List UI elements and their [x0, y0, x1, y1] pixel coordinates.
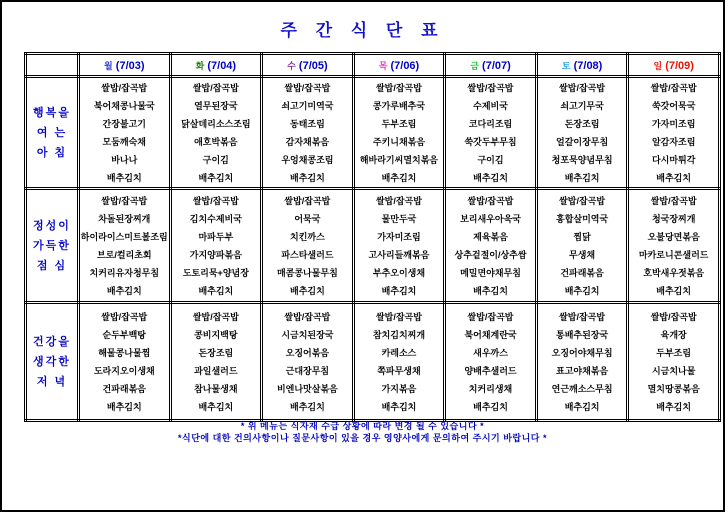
menu-item: 김치수제비국	[189, 213, 242, 224]
menu-item: 해물콩나물찜	[98, 347, 151, 358]
menu-item: 오징어볶음	[285, 347, 330, 358]
menu-item: 새우까스	[473, 347, 508, 358]
menu-item: 코다리조림	[468, 118, 513, 129]
menu-item: 두부조림	[381, 118, 417, 129]
menu-item: 가지볶음	[381, 383, 417, 394]
menu-cell-lunch-5	[536, 189, 628, 303]
menu-item: 배추김치	[290, 285, 325, 296]
menu-cell-dinner-6	[628, 303, 720, 421]
menu-item: 보리새우아욱국	[460, 213, 521, 224]
menu-item: 구이김	[202, 154, 229, 165]
menu-item: 두부조림	[656, 347, 692, 358]
menu-item: 쌀밥/잡곡밥	[192, 195, 239, 206]
menu-item: 하이라이스미트볼조림	[80, 231, 168, 242]
day-header-0	[79, 54, 171, 77]
meal-header-line: 행복을	[33, 106, 71, 119]
menu-item: 쌀밥/잡곡밥	[375, 311, 422, 322]
menu-item: 바나나	[111, 154, 138, 165]
day-of-week-icon: 목	[378, 61, 388, 71]
menu-item: 건파래볶음	[102, 383, 147, 394]
meal-header-line: 여 는	[36, 126, 68, 139]
menu-item: 브로/컬리초회	[96, 249, 152, 260]
menu-item: 시금치된장국	[281, 329, 334, 340]
menu-cell-breakfast-0	[79, 77, 171, 189]
menu-cell-lunch-0	[79, 189, 171, 303]
menu-item: 배추김치	[564, 285, 600, 296]
menu-item: 상추겉절이/상추쌈	[454, 249, 527, 260]
day-of-week-icon: 금	[470, 61, 479, 71]
menu-item: 배추김치	[473, 401, 508, 412]
menu-item: 부추오이생채	[372, 267, 426, 278]
menu-item: 과일샐러드	[194, 365, 238, 376]
day-date: (7/06)	[387, 60, 420, 72]
menu-item: 배추김치	[564, 172, 600, 183]
menu-item: 열무된장국	[194, 100, 238, 111]
footer-note-2: *식단에 대한 건의사항이나 질문사항이 있을 경우 영양사에게 문의하여 주시기 바랍니다 *	[178, 433, 547, 443]
meal-row-header-dinner	[26, 303, 79, 421]
day-of-week-icon: 일	[653, 61, 663, 71]
menu-item: 쌀밥/잡곡밥	[101, 82, 148, 93]
menu-item: 쌀밥/잡곡밥	[192, 311, 239, 322]
menu-item: 찜닭	[573, 231, 591, 242]
menu-item: 파스타샐러드	[281, 249, 334, 260]
menu-item: 쌀밥/잡곡밥	[467, 311, 514, 322]
menu-item: 쌀밥/잡곡밥	[650, 311, 697, 322]
menu-cell-breakfast-4	[445, 77, 537, 189]
day-date: (7/07)	[478, 60, 511, 72]
menu-item: 비엔나맛살볶음	[276, 383, 338, 394]
menu-item: 가자미조림	[377, 231, 421, 242]
menu-item: 무생채	[569, 249, 596, 260]
meal-row-header-lunch	[26, 189, 79, 303]
menu-item: 쑥갓두부무침	[464, 136, 517, 147]
menu-cell-breakfast-3	[353, 77, 445, 189]
footer-note-1: * 위 메뉴는 식자재 수급 상황에 따라 변경 될 수 있습니다 *	[240, 421, 485, 431]
menu-item: 닭살데리소스조림	[181, 118, 251, 129]
menu-item: 육개장	[660, 329, 687, 340]
meal-row-dinner	[26, 303, 720, 421]
menu-item: 홍합살미역국	[556, 213, 609, 224]
menu-item: 표고야채볶음	[556, 365, 609, 376]
menu-item: 연근깨소스무침	[551, 383, 613, 394]
menu-item: 배추김치	[656, 401, 692, 412]
menu-item: 쌀밥/잡곡밥	[375, 195, 422, 206]
menu-item: 쌀밥/잡곡밥	[284, 82, 331, 93]
menu-cell-breakfast-2	[262, 77, 354, 189]
menu-item: 배추김치	[656, 172, 692, 183]
menu-cell-lunch-2	[262, 189, 354, 303]
meal-header-line: 생각한	[33, 355, 71, 368]
menu-item: 수제비국	[473, 100, 508, 111]
meal-header-line: 정성이	[33, 219, 71, 232]
menu-item: 쌀밥/잡곡밥	[284, 195, 331, 206]
menu-item: 북어채콩나물국	[93, 100, 155, 111]
menu-item: 돈장조림	[564, 118, 600, 129]
menu-item: 감자채볶음	[285, 136, 330, 147]
day-date: (7/03)	[112, 60, 145, 72]
menu-item: 배추김치	[198, 401, 234, 412]
menu-item: 쌀밥/잡곡밥	[284, 311, 331, 322]
menu-item: 쑥갓어묵국	[651, 100, 696, 111]
menu-item: 콩비지백탕	[194, 329, 238, 340]
menu-item: 오불당면볶음	[647, 231, 700, 242]
menu-item: 쇠고기미역국	[281, 100, 334, 111]
page-title: 주 간 식 단 표	[280, 21, 445, 40]
menu-item: 배추김치	[564, 401, 600, 412]
menu-cell-lunch-6	[628, 189, 720, 303]
menu-cell-breakfast-5	[536, 77, 628, 189]
menu-item: 카레소스	[381, 347, 417, 358]
day-of-week-icon: 토	[561, 61, 571, 71]
menu-item: 쌀밥/잡곡밥	[467, 82, 514, 93]
menu-item: 건파래볶음	[560, 267, 604, 278]
menu-item: 멸치땅콩볶음	[647, 383, 700, 394]
meal-header-line: 점 심	[36, 259, 68, 272]
menu-item: 주키니채볶음	[372, 136, 426, 147]
menu-item: 쌀밥/잡곡밥	[101, 195, 148, 206]
menu-item: 쌀밥/잡곡밥	[192, 82, 239, 93]
menu-item: 배추김치	[656, 285, 692, 296]
menu-item: 배추김치	[106, 285, 142, 296]
menu-cell-lunch-3	[353, 189, 445, 303]
menu-item: 쪽파무생채	[377, 365, 421, 376]
menu-cell-dinner-1	[170, 303, 262, 421]
menu-item: 치커리유자청무침	[89, 267, 160, 278]
menu-item: 해바라기씨멸치볶음	[359, 154, 439, 165]
menu-item: 도토리묵+양념장	[182, 267, 249, 278]
menu-item: 간장불고기	[102, 118, 147, 129]
menu-item: 북어채계란국	[464, 329, 517, 340]
menu-item: 쌀밥/잡곡밥	[650, 195, 697, 206]
day-of-week-icon: 화	[195, 61, 205, 71]
menu-item: 치킨까스	[290, 231, 325, 242]
menu-item: 다시마튀각	[651, 154, 696, 165]
menu-item: 오징어야채무침	[551, 347, 613, 358]
menu-item: 알감자조림	[651, 136, 696, 147]
menu-item: 쌀밥/잡곡밥	[375, 82, 422, 93]
menu-item: 청포묵양념무침	[551, 154, 613, 165]
menu-item: 쌀밥/잡곡밥	[650, 82, 697, 93]
menu-item: 마파두부	[198, 231, 234, 242]
day-header-3	[353, 54, 445, 77]
menu-item: 매콤콩나물무침	[276, 267, 338, 278]
menu-cell-lunch-4	[445, 189, 537, 303]
menu-cell-dinner-0	[79, 303, 171, 421]
menu-item: 고사리들깨볶음	[368, 249, 430, 260]
menu-item: 얼갈이장무침	[556, 136, 609, 147]
day-date: (7/04)	[204, 60, 237, 72]
menu-item: 쌀밥/잡곡밥	[559, 82, 606, 93]
meal-header-line: 저 녁	[36, 375, 68, 388]
day-header-6	[628, 54, 720, 77]
menu-item: 배추김치	[290, 401, 325, 412]
corner-cell	[26, 54, 79, 77]
menu-item: 쌀밥/잡곡밥	[467, 195, 514, 206]
weekly-menu-table	[24, 52, 721, 422]
menu-cell-breakfast-6	[628, 77, 720, 189]
day-header-1	[170, 54, 262, 77]
menu-item: 구이김	[477, 154, 504, 165]
menu-item: 돈장조림	[198, 347, 234, 358]
menu-item: 쌀밥/잡곡밥	[559, 311, 606, 322]
menu-item: 콩가루배추국	[372, 100, 426, 111]
menu-cell-breakfast-1	[170, 77, 262, 189]
menu-item: 쌀밥/잡곡밥	[101, 311, 148, 322]
menu-item: 가자미조림	[651, 118, 696, 129]
menu-item: 참나물생채	[194, 383, 238, 394]
day-of-week-icon: 수	[287, 61, 296, 71]
menu-item: 시금치나물	[651, 365, 696, 376]
meal-row-breakfast	[26, 77, 720, 189]
menu-item: 제육볶음	[473, 231, 508, 242]
menu-item: 어묵국	[294, 213, 321, 224]
meal-header-line: 가득한	[33, 239, 71, 252]
menu-item: 배추김치	[198, 172, 234, 183]
menu-item: 배추김치	[106, 172, 142, 183]
menu-item: 배추김치	[381, 285, 417, 296]
menu-item: 애호박볶음	[194, 136, 238, 147]
menu-item: 차돌된장찌개	[98, 213, 151, 224]
meal-row-header-breakfast	[26, 77, 79, 189]
day-date: (7/05)	[295, 60, 328, 72]
footer-notes	[2, 420, 723, 444]
day-header-4	[445, 54, 537, 77]
menu-item: 배추김치	[473, 172, 508, 183]
menu-item: 배추김치	[198, 285, 234, 296]
menu-item: 우엉채콩조림	[281, 154, 334, 165]
menu-item: 참치김치찌개	[372, 329, 426, 340]
menu-item: 순두부백탕	[102, 329, 147, 340]
menu-item: 모둠깨숙채	[102, 136, 147, 147]
menu-item: 쌀밥/잡곡밥	[559, 195, 606, 206]
menu-item: 배추김치	[473, 285, 508, 296]
menu-item: 배추김치	[106, 401, 142, 412]
menu-item: 치커리생채	[468, 383, 513, 394]
meal-header-line: 건강을	[33, 335, 71, 348]
menu-cell-dinner-2	[262, 303, 354, 421]
menu-item: 배추김치	[381, 401, 417, 412]
menu-cell-lunch-1	[170, 189, 262, 303]
day-header-5	[536, 54, 628, 77]
menu-item: 양배추샐러드	[464, 365, 517, 376]
meal-header-line: 아 침	[36, 146, 68, 159]
day-header-2	[262, 54, 354, 77]
menu-item: 배추김치	[381, 172, 417, 183]
menu-item: 근대장무침	[285, 365, 330, 376]
table-header-row	[26, 54, 720, 77]
menu-cell-dinner-5	[536, 303, 628, 421]
day-date: (7/08)	[570, 60, 603, 72]
meal-row-lunch	[26, 189, 720, 303]
menu-cell-dinner-3	[353, 303, 445, 421]
menu-cell-dinner-4	[445, 303, 537, 421]
menu-item: 도라지오이생채	[93, 365, 155, 376]
menu-item: 통배추된장국	[556, 329, 609, 340]
menu-item: 물만두국	[381, 213, 417, 224]
menu-item: 호박새우젓볶음	[643, 267, 705, 278]
menu-item: 가지양파볶음	[189, 249, 242, 260]
day-date: (7/09)	[662, 60, 694, 72]
menu-item: 동태조림	[290, 118, 325, 129]
menu-item: 청국장찌개	[651, 213, 696, 224]
menu-item: 마카로니콘샐러드	[638, 249, 709, 260]
menu-item: 배추김치	[290, 172, 325, 183]
menu-item: 쇠고기무국	[560, 100, 604, 111]
menu-item: 메밀면야채무침	[460, 267, 521, 278]
day-of-week-icon: 월	[104, 61, 113, 71]
